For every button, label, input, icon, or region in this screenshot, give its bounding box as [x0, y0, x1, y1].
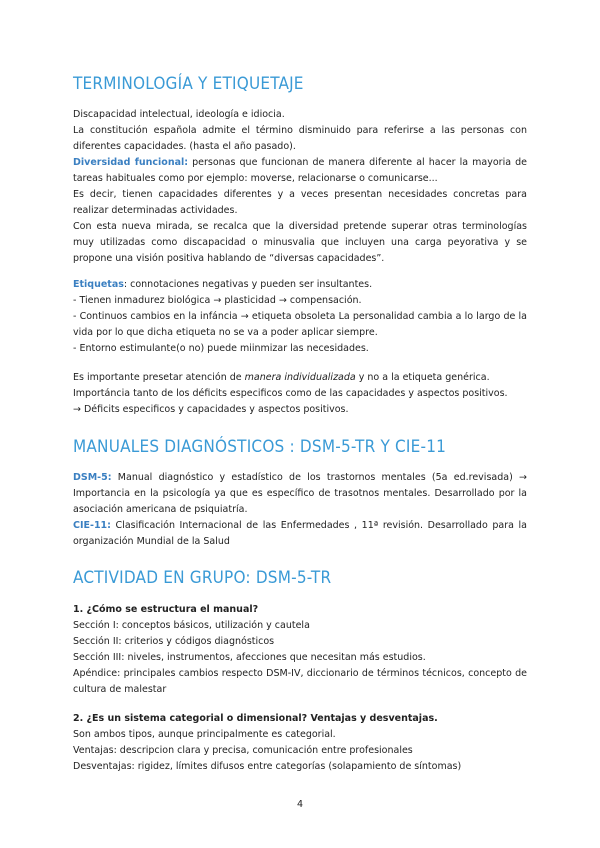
paragraph: Es decir, tienen capacidades diferentes y a veces presentan necesidades concretas para realizar determinadas actividades.	[73, 189, 527, 216]
paragraph	[73, 518, 527, 550]
list-item: - Tienen inmadurez biológica → plasticidad → compensación.	[73, 295, 362, 306]
section-etiquetas-body	[73, 277, 527, 357]
page-number: 4	[296, 799, 304, 810]
answer-line: Desventajas: rigidez, límites difusos entre categorías (solapamiento de síntomas)	[73, 761, 462, 772]
section-terminologia-body	[73, 107, 527, 267]
question-heading: 1. ¿Cómo se estructura el manual?	[73, 604, 259, 615]
term-etiquetas: Etiquetas	[73, 279, 124, 290]
section-title-terminologia: TERMINOLOGÍA Y ETIQUETAJE	[73, 74, 304, 94]
term-dsm5: DSM-5:	[73, 472, 112, 483]
question-heading: 2. ¿Es un sistema categorial o dimensional? Ventajas y desventajas.	[73, 713, 438, 724]
section-title-manuales: MANUALES DIAGNÓSTICOS : DSM-5-TR Y CIE-11	[73, 437, 447, 457]
term-cie11: CIE-11:	[73, 520, 111, 531]
paragraph: Con esta nueva mirada, se recalca que la diversidad pretende superar otras terminologías muy utilizadas como discapacidad o minusvalia que incluyen una carga peyorativa y se propone una visión positiva hablando de “diversas capacidades”.	[73, 221, 527, 264]
answer-line: Sección III: niveles, instrumentos, afecciones que necesitan más estudios.	[73, 652, 426, 663]
section-manuales-body	[73, 470, 527, 550]
paragraph: Discapacidad intelectual, ideología e idiocia.	[73, 109, 285, 120]
answer-line: Apéndice: principales cambios respecto DSM-IV, diccionario de términos técnicos, concepto de cultura de malestar	[73, 668, 527, 695]
paragraph-text: Es importante presetar atención de	[73, 372, 245, 383]
paragraph: → Déficits especificos y capacidades y aspectos positivos.	[73, 404, 349, 415]
list-item: - Entorno estimulante(o no) puede miinmizar las necesidades.	[73, 343, 369, 354]
answer-line: Sección II: criterios y códigos diagnósticos	[73, 636, 275, 647]
term-diversidad-funcional: Diversidad funcional:	[73, 157, 189, 168]
section-title-actividad: ACTIVIDAD EN GRUPO: DSM-5-TR	[73, 568, 332, 588]
paragraph-text: y no a la etiqueta genérica.	[355, 372, 490, 383]
paragraph	[73, 470, 527, 518]
paragraph	[73, 370, 527, 386]
paragraph: Importáncia tanto de los déficits especificos como de las capacidades y aspectos positivos.	[73, 388, 508, 399]
answer-line: Son ambos tipos, aunque principalmente es categorial.	[73, 729, 336, 740]
paragraph-text: Manual diagnóstico y estadístico de los trastornos mentales (5a ed.revisada) → Importancia en la psicología ya que es específico de trasotnos mentales. Desarrollado por la asociación americana de psiquiatría.	[73, 472, 527, 515]
answer-line: Sección I: conceptos básicos, utilización y cautela	[73, 620, 310, 631]
emphasis-text: manera individualizada	[244, 372, 356, 383]
paragraph-text: Clasificación Internacional de las Enfermedades , 11ª revisión. Desarrollado para la organización Mundial de la Salud	[73, 520, 527, 547]
paragraph-text: personas que funcionan de manera diferente al hacer la mayoria de tareas habituales como por ejemplo: moverse, relacionarse o comunicarse...	[73, 157, 527, 184]
paragraph	[73, 155, 527, 187]
section-actividad-q2	[73, 711, 527, 775]
paragraph: La constitución española admite el término disminuido para referirse a las personas con diferentes capacidades. (hasta el año pasado).	[73, 125, 527, 152]
section-actividad-body	[73, 602, 527, 698]
paragraph-text: : connotaciones negativas y pueden ser insultantes.	[123, 279, 373, 290]
section-individualizada-body	[73, 370, 527, 418]
paragraph	[73, 277, 527, 293]
list-item: - Continuos cambios en la infáncia → etiqueta obsoleta La personalidad cambia a lo largo de la vida por lo que dicha etiqueta no se va a poder aplicar siempre.	[73, 311, 527, 338]
answer-line: Ventajas: descripcion clara y precisa, comunicación entre profesionales	[73, 745, 413, 756]
